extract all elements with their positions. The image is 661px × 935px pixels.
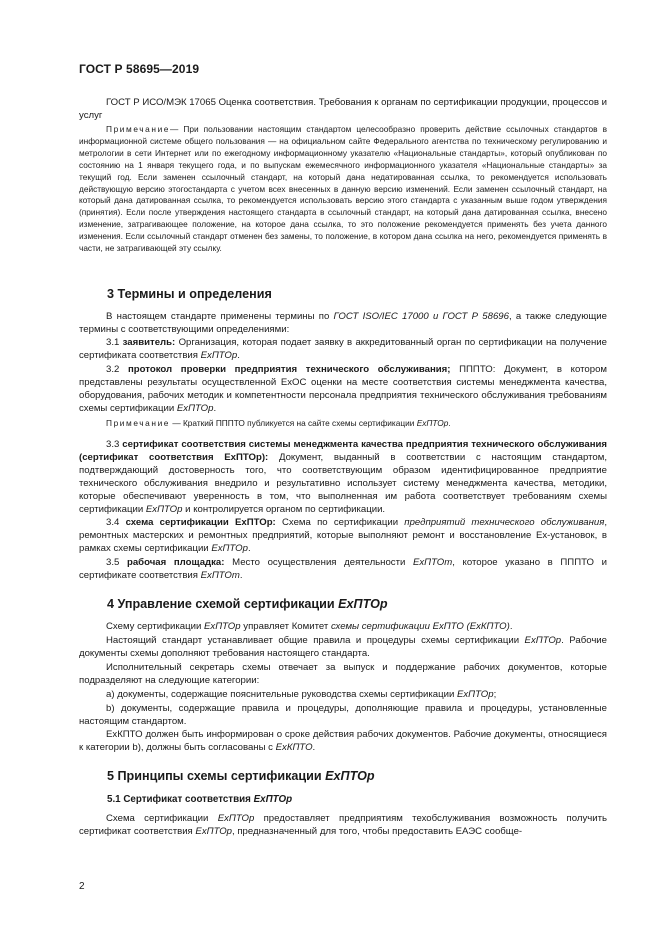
page-number: 2: [79, 881, 85, 892]
text-run: ExПТОр: [211, 542, 248, 554]
text-run: .: [509, 621, 513, 632]
text-run: предоставляет предприятиям техобслуживания возможность получить сертификат соответствия: [79, 813, 607, 837]
text-run: .: [247, 542, 251, 554]
text-run: ExПТОр: [456, 689, 494, 700]
text-run: ExПТОр: [195, 825, 233, 837]
text-run: ГОСТ ISO/IEC 17000 и ГОСТ Р 58696: [333, 311, 509, 322]
section-4-item-a: [79, 689, 607, 702]
text-run: , которое указано в ПППТО и сертификате соответствия: [79, 557, 607, 581]
note-label: Примечание: [106, 124, 171, 134]
text-run: управляет Комитет: [240, 621, 331, 632]
subsection-5-1-title: [107, 794, 292, 805]
text-run: Схему сертификации: [106, 621, 205, 632]
text-run: .: [239, 569, 243, 581]
text-run: . Рабочие документы схемы дополняют требования настоящего стандарта.: [79, 635, 608, 659]
reference-iso-17065: ГОСТ Р ИСО/МЭК 17065 Оценка соответствия. Требования к органам по сертификации продукции, процессов и услуг: [79, 97, 607, 121]
text-run: предприятий технического обслуживания: [404, 517, 605, 528]
text-run: ExПТОр: [338, 597, 388, 611]
text-run: ExКПТО: [275, 741, 313, 753]
text-run: ExПТОр: [416, 418, 449, 428]
text-run: 5 Принципы схемы сертификации: [107, 769, 326, 783]
text-run: .: [312, 741, 316, 753]
text-run: ExПТОр: [217, 813, 255, 824]
text-run: ExПТОр: [200, 349, 238, 361]
text-run: ПППТО: Документ, в котором представлены результаты осуществленной ExОС оценки на месте соответствия системы менеджмента качества, оборудования, рабочих методик и компетентности персонала предприятия технического обслуживания требованиям схемы сертификации: [79, 364, 607, 414]
text-run: ExПТОр: [204, 621, 241, 632]
text-run: В настоящем стандарте применены термины по: [106, 311, 334, 322]
section-3-intro: [79, 311, 607, 337]
section-5-para-1: [79, 813, 607, 839]
text-run: ;: [493, 689, 497, 700]
text-run: а) документы, содержащие пояснительные руководства схемы сертификации: [106, 689, 457, 700]
section-4-item-b: b) документы, содержащие правила и процедуры, дополняющие правила и процедуры, установленные настоящим стандартом.: [79, 703, 607, 727]
term-number: 3.4: [106, 517, 126, 528]
text-run: и контролируется органом по сертификации.: [182, 503, 386, 515]
term-3-3: [79, 439, 607, 516]
term-number: 3.3: [106, 439, 123, 450]
text-run: , предназначенный для того, чтобы предоставить ЕАЭС сообще-: [232, 825, 523, 837]
text-run: .: [237, 349, 240, 361]
section-4-title: [107, 597, 388, 611]
text-run: , а также следующие термины с соответствующими определениями:: [79, 311, 607, 335]
text-run: Схема сертификации: [106, 813, 218, 824]
text-run: Организация, которая подает заявку в аккредитованный орган по сертификации на получение сертификата соответствия: [79, 337, 607, 361]
term-3-2-note: [79, 418, 607, 430]
text-run: Место осуществления деятельности: [224, 557, 413, 568]
text-run: ExПТОр: [253, 794, 293, 805]
text-run: Документ, выданный в соответствии с настоящим стандартом, подтверждающий достоверность того, что соответствующим образом идентифицированное предприятие технического обслуживания внедрило и результативно использует систему менеджмента качества, методики, которые обеспечивают уверенность в том, что выполненная им работа соответствует требованиям схемы сертификации: [79, 451, 607, 515]
text-run: ExПТОт: [412, 557, 453, 568]
section-3-title: 3 Термины и определения: [107, 287, 272, 301]
text-run: , ремонтных мастерских и ремонтных предприятий, которые выполняют ремонт и восстановление Ex-установок, в рамках схемы сертификации: [79, 517, 607, 554]
note-text: — При пользовании настоящим стандартом целесообразно проверить действие ссылочных стандартов в информационной системе общего пользования — на официальном сайте Федерального агентства по техническому регулированию и метрологии в сети Интернет или по ежегодному информационному указателю «Национальные стандарты», который опубликован по состоянию на 1 января текущего года, и по выпускам ежемесячного информационного указателя «Национальные стандарты» за текущий год. Если заменен ссылочный стандарт, на который дана недатированная ссылка, то рекомендуется использовать действующую версию этогостандарта с учетом всех внесенных в данную версию изменений. Если заменен ссылочный стандарт, на который дана датированная ссылка, то рекомендуется использовать версию этого стандарта с указанным выше годом утверждения (принятия). Если после утверждения настоящего стандарта в ссылочный стандарт, на который дана датированная ссылка, внесено изменение, затрагивающее положение, на которое дана ссылка, то это положение рекомендуется применять без учета данного изменения. Если ссылочный стандарт отменен без замены, то положение, в котором дана ссылка на него, рекомендуется применять в части, не затрагивающей эту ссылку.: [79, 124, 607, 254]
section-4-para-2: [79, 635, 607, 661]
text-run: ExПТОр: [176, 402, 214, 414]
document-header: ГОСТ Р 58695—2019: [79, 62, 200, 76]
note-label: Примечание: [106, 418, 171, 428]
text-run: Настоящий стандарт устанавливает общие правила и процедуры схемы сертификации: [106, 635, 525, 646]
term-3-1: [79, 337, 607, 363]
term-name: протокол проверки предприятия технического обслуживания;: [128, 364, 451, 375]
text-run: — Краткий ПППТО публикуется на сайте схемы сертификации: [170, 418, 417, 428]
text-run: .: [448, 418, 451, 428]
text-run: 5.1 Сертификат соответствия: [107, 794, 254, 805]
text-run: ExПТОр: [145, 503, 183, 515]
term-3-4: [79, 517, 607, 556]
term-name: заявитель:: [122, 337, 176, 348]
section-4-para-6: [79, 729, 607, 755]
term-number: 3.1: [106, 337, 123, 348]
section-4-para-3: Исполнительный секретарь схемы отвечает за выпуск и поддержание рабочих документов, которые подразделяют на следующие категории:: [79, 662, 607, 686]
section-5-title: [107, 769, 375, 783]
text-run: .: [213, 402, 217, 414]
references-note: [79, 124, 607, 255]
term-3-5: [79, 557, 607, 583]
text-run: ExПТОр: [524, 635, 562, 646]
text-run: ExПТОт: [200, 569, 240, 581]
term-3-2: [79, 364, 607, 416]
text-run: схемы сертификации ExПТО (ExКПТО): [330, 621, 510, 632]
term-number: 3.5: [106, 557, 127, 568]
term-name: рабочая площадка:: [126, 557, 225, 568]
text-run: Схема по сертификации: [275, 517, 405, 528]
term-number: 3.2: [106, 364, 129, 375]
text-run: ExПТОр: [325, 769, 375, 783]
text-run: 4 Управление схемой сертификации: [107, 597, 339, 611]
term-name: сертификат соответствия системы менеджмента качества предприятия технического обслуживания (сертификат соответствия ExПТОр):: [79, 439, 607, 463]
term-name: схема сертификации ExПТОр:: [125, 517, 276, 528]
text-run: ExКПТО должен быть информирован о сроке действия рабочих документов. Рабочие документы, относящиеся к категории b), должны быть согласованы с: [79, 729, 607, 753]
section-4-para-1: [79, 621, 607, 634]
